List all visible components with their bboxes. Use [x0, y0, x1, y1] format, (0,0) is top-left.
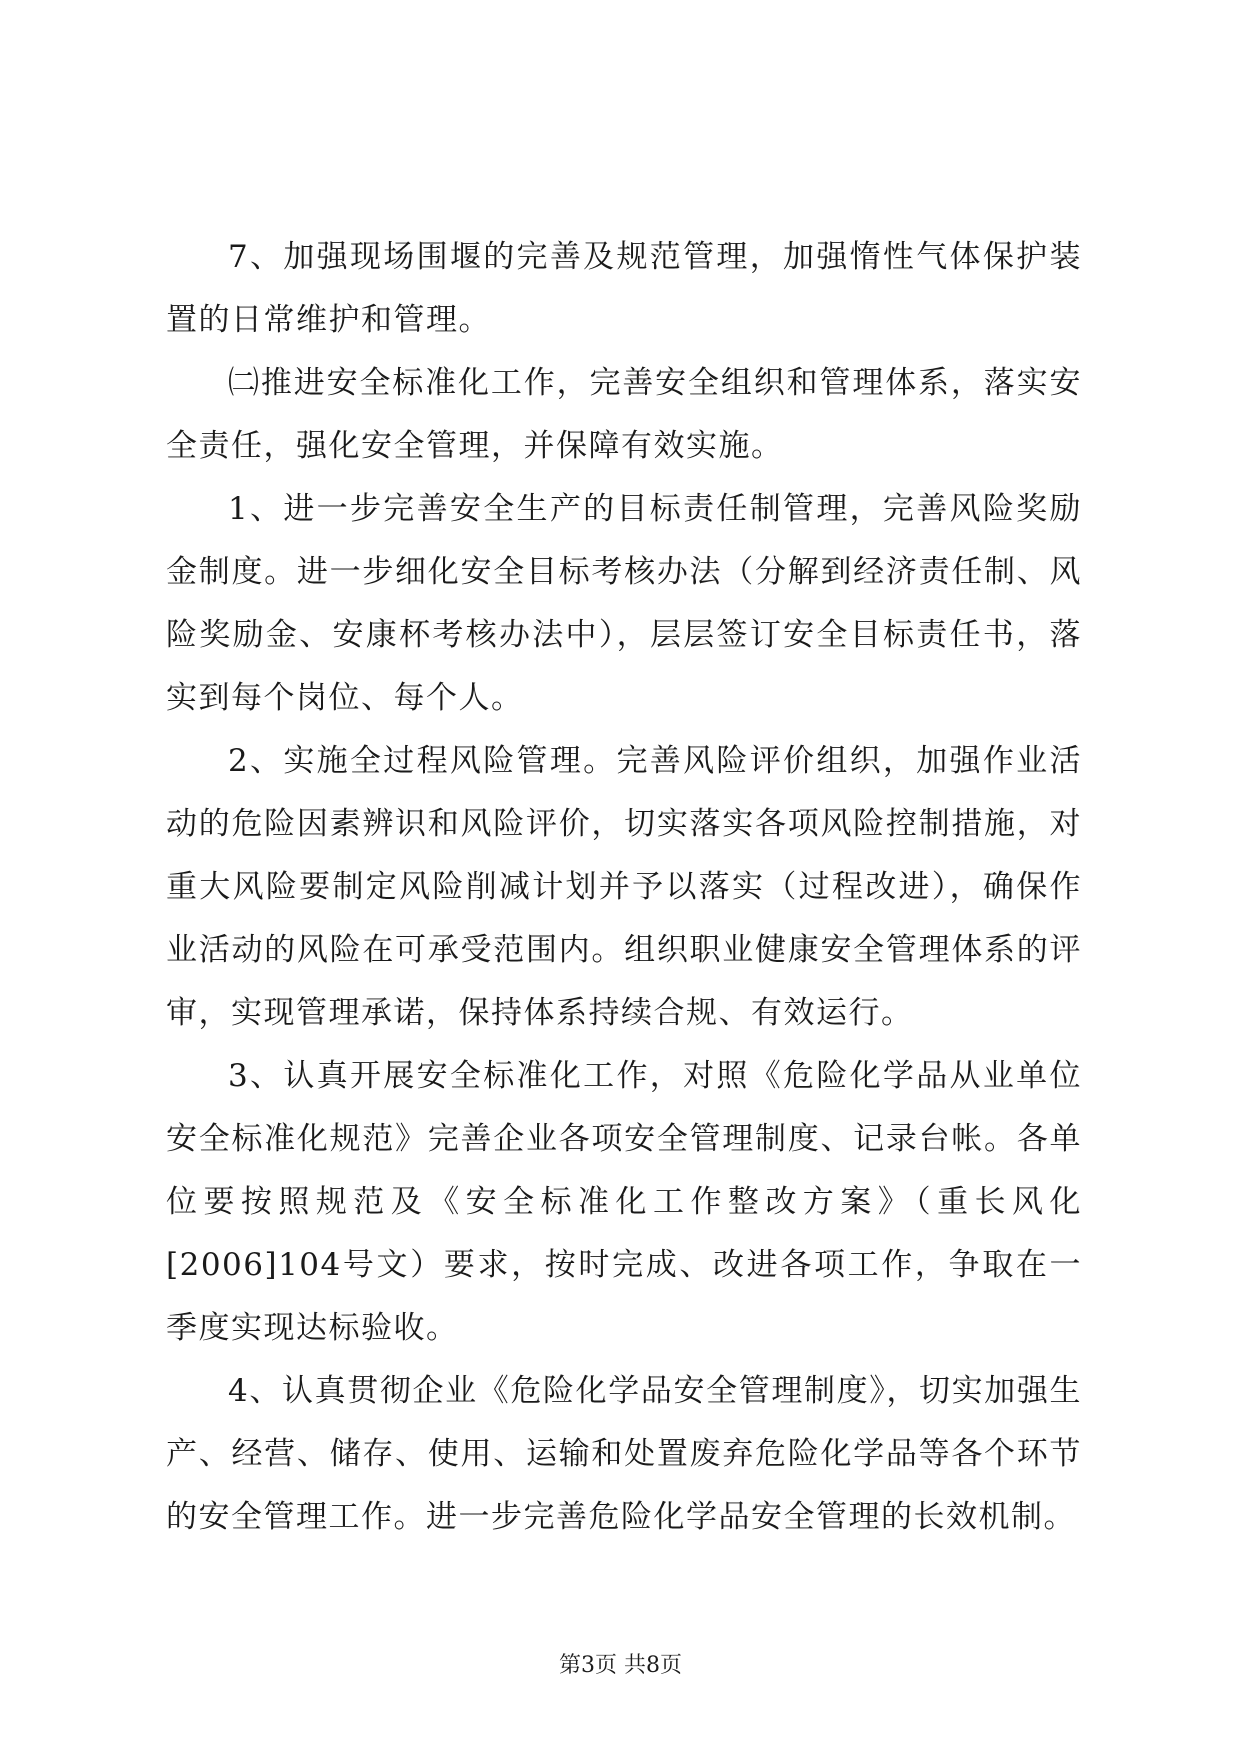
- document-body: [166, 226, 1082, 1549]
- paragraph-item-2: 2、实施全过程风险管理。完善风险评价组织，加强作业活动的危险因素辨识和风险评价，切实落实各项风险控制措施，对重大风险要制定风险削减计划并予以落实（过程改进），确保作业活动的风险在可承受范围内。组织职业健康安全管理体系的评审，实现管理承诺，保持体系持续合规、有效运行。: [166, 743, 1082, 1031]
- page-footer: 第3页 共8页: [559, 1653, 682, 1678]
- paragraph-item-4: 4、认真贯彻企业《危险化学品安全管理制度》，切实加强生产、经营、储存、使用、运输和处置废弃危险化学品等各个环节的安全管理工作。进一步完善危险化学品安全管理的长效机制。: [166, 1373, 1082, 1535]
- paragraph-item-3: 3、认真开展安全标准化工作，对照《危险化学品从业单位安全标准化规范》完善企业各项安全管理制度、记录台帐。各单位要按照规范及《安全标准化工作整改方案》（重长风化[2006]104号文）要求，按时完成、改进各项工作，争取在一季度实现达标验收。: [166, 1058, 1082, 1346]
- paragraph-item-1: 1、进一步完善安全生产的目标责任制管理，完善风险奖励金制度。进一步细化安全目标考核办法（分解到经济责任制、风险奖励金、安康杯考核办法中），层层签订安全目标责任书，落实到每个岗位、每个人。: [166, 491, 1082, 716]
- paragraph-item-7: 7、加强现场围堰的完善及规范管理，加强惰性气体保护装置的日常维护和管理。: [166, 239, 1082, 338]
- paragraph-section-2: ㈡推进安全标准化工作，完善安全组织和管理体系，落实安全责任，强化安全管理，并保障有效实施。: [166, 365, 1082, 464]
